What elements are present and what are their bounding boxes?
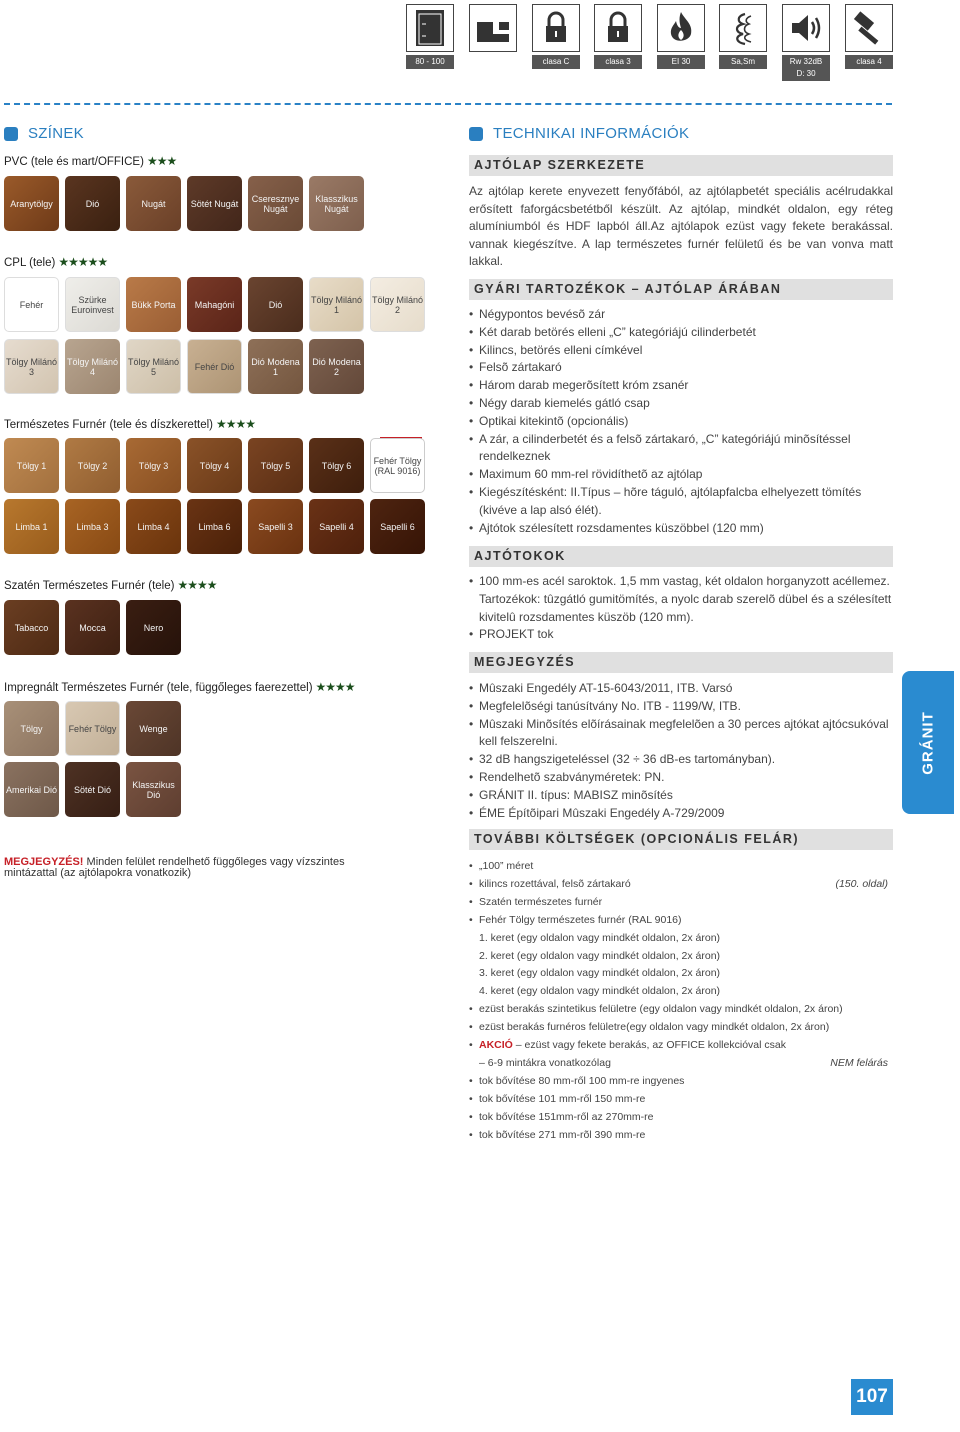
color-swatch: Klasszikus Nugát xyxy=(309,176,364,231)
cost-item: • AKCIÓ – ezüst vagy fekete berakás, az OFFICE kollekcióval csak xyxy=(469,1037,893,1055)
list-item: • GRÁNIT II. típus: MABISZ minõsítés xyxy=(469,787,893,805)
note-body: Minden felület rendelhető függőleges vagy vízszintes mintázattal (az ajtólapokra vonatkozik) xyxy=(4,856,345,879)
color-swatch: Wenge xyxy=(126,701,181,756)
color-swatch: Tölgy Milánó 3 xyxy=(4,339,59,394)
color-swatch: Limba 1 xyxy=(4,499,59,554)
rating-stars-icon: ★★★★★ xyxy=(58,255,108,269)
dashed-divider xyxy=(4,103,892,105)
spec-label-lock-class: clasa 3 xyxy=(594,55,642,69)
list-item: • 32 dB hangszigeteléssel (32 ÷ 36 dB-es tartományban). xyxy=(469,751,893,769)
color-swatch: Tölgy Milánó 4 xyxy=(65,339,120,394)
color-swatch: Dió Modena 2 xyxy=(309,339,364,394)
note-text xyxy=(4,857,384,879)
color-swatch: Sötét Nugát xyxy=(187,176,242,231)
color-swatch: Sapelli 4 xyxy=(309,499,364,554)
color-swatch: Tölgy 6 xyxy=(309,438,364,493)
list-item: • Kilincs, betörés elleni címkével xyxy=(469,342,893,360)
cost-item: • ezüst berakás szintetikus felületre (egy oldalon vagy mindkét oldalon, 2x áron) xyxy=(469,1001,893,1019)
spec-label-sound: Rw 32dB xyxy=(782,55,830,69)
section-bullet-icon xyxy=(469,127,483,141)
color-swatch: Fehér Tölgy (RAL 9016) xyxy=(370,438,425,493)
color-swatch: Bükk Porta xyxy=(126,277,181,332)
cost-item: • tok bővítése 101 mm-ről 150 mm-re xyxy=(469,1091,893,1109)
cost-item: 2. keret (egy oldalon vagy mindkét oldalon, 2x áron) xyxy=(479,949,721,962)
page-number: 107 xyxy=(851,1379,893,1415)
sound-icon xyxy=(782,4,830,52)
cost-item: 4. keret (egy oldalon vagy mindkét oldalon, 2x áron) xyxy=(479,985,721,998)
list-item: • 100 mm-es acél saroktok. 1,5 mm vastag, két oldalon horganyzott acéllemez. Tartozékok: tûzgátló gumitömítés, a nyolc darab szerelõ dübel és a szélesített kivitelû rozsdamentes küszöb (120 mm). xyxy=(469,573,893,626)
rating-stars-icon: ★★★★ xyxy=(177,578,217,592)
cost-item: 3. keret (egy oldalon vagy mindkét oldalon, 2x áron) xyxy=(479,967,721,980)
list-item: • Három darab megerõsített króm zsanér xyxy=(469,377,893,395)
notes-list xyxy=(469,680,893,822)
cpl-title: CPL (tele) ★★★★★ xyxy=(4,255,108,269)
cost-item: 1. keret (egy oldalon vagy mindkét oldalon, 2x áron) xyxy=(479,931,721,944)
frames-heading: AJTÓTOKOK xyxy=(469,546,893,567)
spec-label-burglary-class: clasa C xyxy=(532,55,580,69)
color-swatch: Mahagóni xyxy=(187,277,242,332)
rating-stars-icon: ★★★★ xyxy=(315,680,355,694)
spec-label-sound-d: D: 30 xyxy=(782,67,830,81)
threshold-icon xyxy=(469,4,517,52)
color-swatch: Fehér Tölgy xyxy=(65,701,120,756)
furnir-title: Természetes Furnér (tele és díszkerettel) ★★★★ xyxy=(4,417,256,431)
cost-item: • ezüst berakás furnéros felületre(egy oldalon vagy mindkét oldalon, 2x áron) xyxy=(469,1019,893,1037)
extra-costs-list xyxy=(469,858,893,1145)
notes-heading: MEGJEGYZÉS xyxy=(469,652,893,673)
list-item: • PROJEKT tok xyxy=(469,626,893,644)
smoke-icon xyxy=(719,4,767,52)
color-swatch: Tölgy 2 xyxy=(65,438,120,493)
pvc-title: PVC (tele és mart/OFFICE) ★★★ xyxy=(4,154,177,168)
color-swatch: Szürke Euroinvest xyxy=(65,277,120,332)
color-swatch: Limba 4 xyxy=(126,499,181,554)
list-item: • Két darab betörés elleni „C” kategóriájú cilinderbetét xyxy=(469,324,893,342)
color-swatch: Tölgy 1 xyxy=(4,438,59,493)
color-swatch: Klasszikus Dió xyxy=(126,762,181,817)
frames-list xyxy=(469,573,893,644)
door-size-icon xyxy=(406,4,454,52)
color-swatch: Limba 3 xyxy=(65,499,120,554)
fire-icon xyxy=(657,4,705,52)
door-structure-heading: AJTÓLAP SZERKEZETE xyxy=(469,155,893,176)
cost-item: • kilincs rozettával, felsõ zártakaró (150. oldal) xyxy=(469,876,893,894)
color-swatch: Amerikai Dió xyxy=(4,762,59,817)
cost-item: • tok bővítése 151mm-ről az 270mm-re xyxy=(469,1109,893,1127)
color-swatch: Aranytölgy xyxy=(4,176,59,231)
color-swatch: Limba 6 xyxy=(187,499,242,554)
list-item: • Kiegészítésként: II.Típus – hõre táguló, ajtólapfalcba elhelyezett tömítés (kivéve a lap alsó élét). xyxy=(469,484,893,520)
color-swatch: Tabacco xyxy=(4,600,59,655)
color-swatch: Tölgy 4 xyxy=(187,438,242,493)
list-item: • Felsõ zártakaró xyxy=(469,359,893,377)
spec-label-fire: EI 30 xyxy=(657,55,705,69)
spec-label-mech-class: clasa 4 xyxy=(845,55,893,69)
color-swatch: Tölgy xyxy=(4,701,59,756)
color-swatch: Dió Modena 1 xyxy=(248,339,303,394)
color-swatch: Fehér xyxy=(4,277,59,332)
rating-stars-icon: ★★★ xyxy=(146,154,177,168)
cost-item: • Fehér Tölgy természetes furnér (RAL 9016) xyxy=(469,912,893,930)
hammer-icon xyxy=(845,4,893,52)
cost-item: • tok bõvítése 271 mm-rõl 390 mm-re xyxy=(469,1127,893,1145)
side-tab-granit: GRÁNIT xyxy=(902,671,954,814)
list-item: • Ajtótok szélesített rozsdamentes küszöbbel (120 mm) xyxy=(469,520,893,538)
color-swatch: Dió xyxy=(65,176,120,231)
color-swatch: Cseresznye Nugát xyxy=(248,176,303,231)
list-item: • Mûszaki Minõsítés elõírásainak megfelelõen a 30 perces ajtókat ajtócsukóval kell felszerelni. xyxy=(469,716,893,752)
color-swatch: Nugát xyxy=(126,176,181,231)
list-item: • Rendelhetõ szabványméretek: PN. xyxy=(469,769,893,787)
list-item: • Optikai kitekintõ (opcionális) xyxy=(469,413,893,431)
list-item: • A zár, a cilinderbetét és a felsõ zártakaró, „C” kategóriájú minõsítéssel rendelkeznek xyxy=(469,431,893,467)
cost-item: • „100” méret xyxy=(469,858,893,876)
door-structure-text: Az ajtólap kerete enyvezett fenyőfából, az ajtólapbetét speciális acélrudakkal erősített faforgácsbetétből készült. Az ajtólap, mindkét oldalon, egy réteg alumíniumból és HDF lapból áll.Az ajtólapok ezüst vagy fekete berakással. vannak kiegészítve. A lap természetes furnér felületű és be van vonva matt lakkal. xyxy=(469,184,893,269)
color-swatch: Tölgy 5 xyxy=(248,438,303,493)
list-item: • Négy darab kiemelés gátló csap xyxy=(469,395,893,413)
section-bullet-icon xyxy=(4,127,18,141)
list-item: • Megfelelõségi tanúsítvány No. ITB - 1199/W, ITB. xyxy=(469,698,893,716)
extra-costs-heading: TOVÁBBI KÖLTSÉGEK (OPCIONÁLIS FELÁR) xyxy=(469,829,893,850)
spec-label-size: 80 - 100 xyxy=(406,55,454,69)
cost-item: • tok bővítése 80 mm-ről 100 mm-re ingyenes xyxy=(469,1073,893,1091)
lock-icon xyxy=(594,4,642,52)
tech-section-title: TECHNIKAI INFORMÁCIÓK xyxy=(469,125,689,142)
accessories-heading: GYÁRI TARTOZÉKOK – AJTÓLAP ÁRÁBAN xyxy=(469,279,893,300)
spec-label-smoke: Sa,Sm xyxy=(719,55,767,69)
list-item: • Maximum 60 mm-rel rövidíthetõ az ajtólap xyxy=(469,466,893,484)
rating-stars-icon: ★★★★ xyxy=(216,417,256,431)
list-item: • Mûszaki Engedély AT-15-6043/2011, ITB. Varsó xyxy=(469,680,893,698)
color-swatch: Sapelli 3 xyxy=(248,499,303,554)
cost-item: – 6-9 mintákra vonatkozólag NEM felárás xyxy=(479,1056,888,1069)
color-swatch: Tölgy Milánó 5 xyxy=(126,339,181,394)
colors-section-title: SZÍNEK xyxy=(4,125,84,142)
color-swatch: Sapelli 6 xyxy=(370,499,425,554)
color-swatch: Dió xyxy=(248,277,303,332)
list-item: • Négypontos bevésõ zár xyxy=(469,306,893,324)
szaten-title: Szatén Természetes Furnér (tele) ★★★★ xyxy=(4,578,217,592)
color-swatch: Fehér Dió xyxy=(187,339,242,394)
color-swatch: Tölgy Milánó 1 xyxy=(309,277,364,332)
color-swatch: Sötét Dió xyxy=(65,762,120,817)
lock-icon xyxy=(532,4,580,52)
accessories-list xyxy=(469,306,893,537)
cost-item: • Szatén természetes furnér xyxy=(469,894,893,912)
impreg-title: Impregnált Természetes Furnér (tele, függőleges faerezettel) ★★★★ xyxy=(4,680,355,694)
color-swatch: Tölgy Milánó 2 xyxy=(370,277,425,332)
note-label: MEGJEGYZÉS! xyxy=(4,856,84,868)
color-swatch: Tölgy 3 xyxy=(126,438,181,493)
color-swatch: Nero xyxy=(126,600,181,655)
color-swatch: Mocca xyxy=(65,600,120,655)
list-item: • ÉME Építõipari Mûszaki Engedély A-729/2009 xyxy=(469,805,893,823)
